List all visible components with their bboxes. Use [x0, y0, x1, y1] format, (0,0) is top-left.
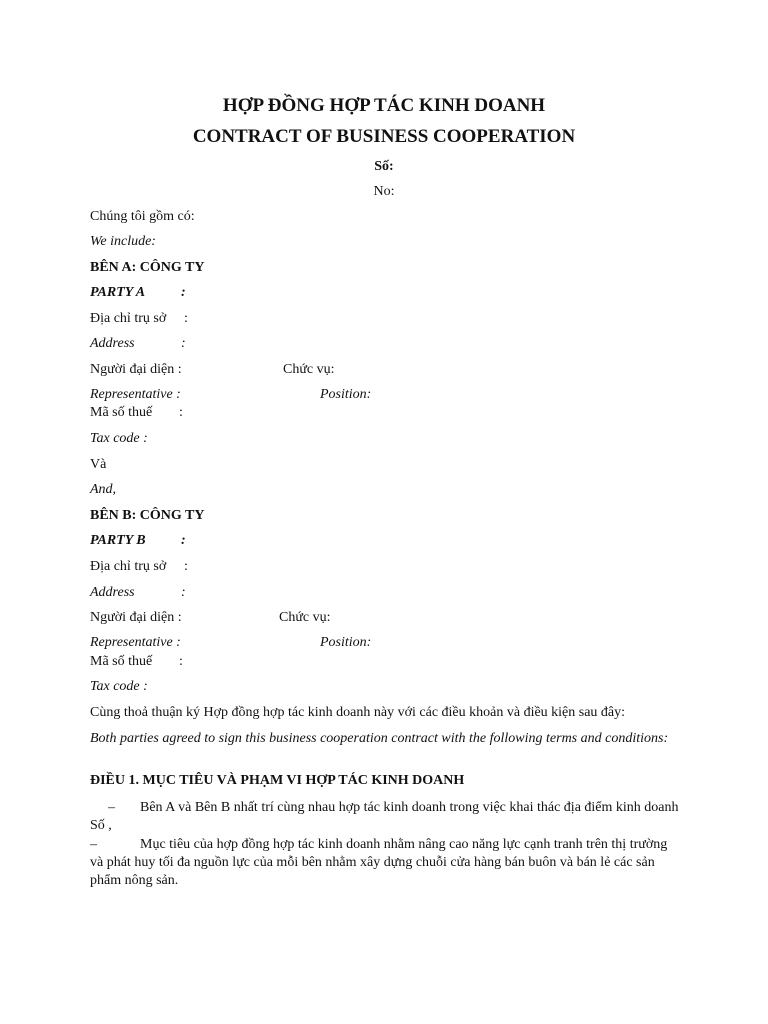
and-en: And,	[90, 482, 117, 497]
list-item	[90, 836, 680, 890]
bullet-2-text: Mục tiêu của hợp đồng hợp tác kinh doanh nhằm nâng cao năng lực cạnh tranh trên thị trường và phát huy tối đa nguồn lực của mỗi bên nhằm xây dựng chuỗi cửa hàng bán buôn và bán lẻ các sản phẩm nông sản.	[90, 837, 668, 888]
party-b-representative-en: Representative :	[90, 635, 181, 650]
contract-number-en: No:	[373, 184, 395, 199]
party-a-tax-en: Tax code :	[90, 431, 148, 446]
title-vietnamese: HỢP ĐỒNG HỢP TÁC KINH DOANH	[222, 95, 546, 116]
bullet-marker: –	[90, 837, 97, 852]
party-a-heading-en: PARTY A	[90, 285, 146, 300]
article-1-heading: ĐIỀU 1. MỤC TIÊU VÀ PHẠM VI HỢP TÁC KINH DOANH	[90, 773, 465, 788]
party-a-heading-colon: :	[181, 285, 186, 300]
party-b-position-en: Position:	[320, 635, 372, 650]
party-a-address-vi-colon: :	[184, 311, 188, 326]
title-english: CONTRACT OF BUSINESS COOPERATION	[192, 126, 576, 147]
party-a-address-vi: Địa chỉ trụ sở	[90, 311, 167, 326]
party-b-representative-vi: Người đại diện :	[90, 610, 182, 625]
party-b-address-vi: Địa chỉ trụ sở	[90, 559, 167, 574]
party-a-address-en: Address	[90, 336, 135, 351]
party-b-address-en-colon: :	[181, 585, 186, 600]
party-b-heading: BÊN B: CÔNG TY	[90, 508, 205, 523]
party-b-heading-colon: :	[181, 533, 186, 548]
agreement-vi: Cùng thoả thuận ký Hợp đồng hợp tác kinh doanh này với các điều khoản và điều kiện sau đây:	[90, 705, 626, 720]
party-b-tax-vi: Mã số thuế	[90, 654, 153, 669]
party-b-address-vi-colon: :	[184, 559, 188, 574]
party-b-address-en: Address	[90, 585, 135, 600]
agreement-en: Both parties agreed to sign this business cooperation contract with the following terms and conditions:	[90, 731, 669, 746]
party-b-heading-en: PARTY B	[90, 533, 146, 548]
party-b-position-vi: Chức vụ:	[279, 610, 331, 625]
party-a-address-en-colon: :	[181, 336, 186, 351]
contract-number-vi: Số:	[374, 159, 394, 174]
party-a-tax-vi-colon: :	[179, 405, 183, 420]
bullet-1-text: Bên A và Bên B nhất trí cùng nhau hợp tác kinh doanh trong việc khai thác địa điểm kinh doanh Số ,	[90, 800, 679, 833]
party-a-position-en: Position:	[320, 387, 372, 402]
party-a-tax-vi: Mã số thuế	[90, 405, 153, 420]
party-a-representative-vi: Người đại diện :	[90, 362, 182, 377]
list-item	[90, 799, 680, 835]
party-b-tax-en: Tax code :	[90, 679, 148, 694]
intro-vi: Chúng tôi gồm có:	[90, 209, 195, 224]
party-a-representative-en: Representative :	[90, 387, 181, 402]
party-a-position-vi: Chức vụ:	[283, 362, 335, 377]
party-a-heading: BÊN A: CÔNG TY	[90, 260, 205, 275]
and-vi: Và	[90, 457, 107, 472]
party-b-tax-vi-colon: :	[179, 654, 183, 669]
intro-en: We include:	[90, 234, 156, 249]
bullet-marker: –	[108, 800, 115, 815]
